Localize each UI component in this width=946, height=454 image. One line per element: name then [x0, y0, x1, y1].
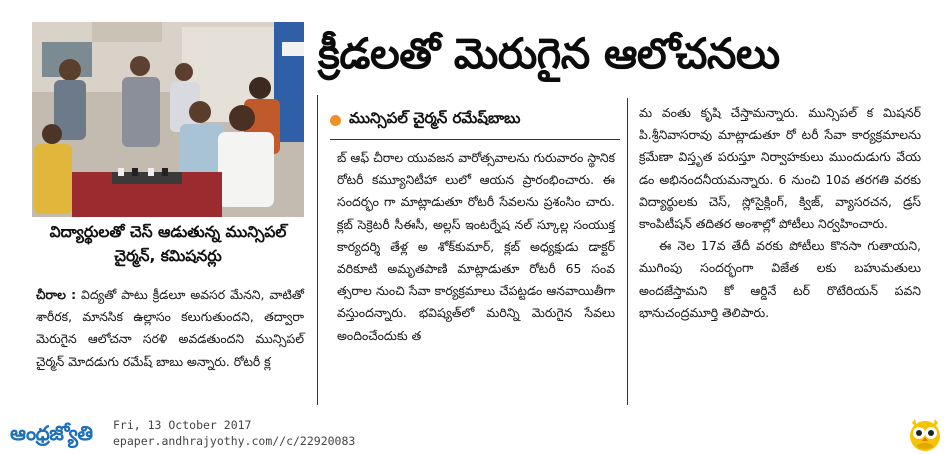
column-divider: [317, 95, 318, 405]
article-photo: [32, 22, 304, 217]
edition-date: Fri, 13 October 2017: [113, 418, 252, 432]
middle-column-text: బ్ ఆఫ్ చీరాల యువజన వారోత్సవాలను గురువారం స్థానిక రోటరీ కమ్యూనిటీహా లులో ఆయన ప్రారంభించారు. ఈ సందర్భం గా మాట్లాడుతూ రోటరీ సేవలను ప్రశంసిం చారు. క్లబ్ సెక్రెటరీ సీఈసీ, అల్లస్ ఇంటర్నేష నల్ స్కూల్ల సంయుక్త కార్యదర్శి తేళ్ల అ శోక్‌కుమార్, క్లబ్ అధ్యక్షుడు డాక్టర్ వరికూటి అమృతపాణి మాట్లాడుతూ రోటరీ 65 సంవ త్సరాల నుంచి సేవా కార్యక్రమాలు చేపట్టడం ఆనవాయితీగా వస్తుందన్నారు. భవిష్యత్‌లో మరిన్ని మెరుగైన సేవలు అందించేందుకు త: [337, 150, 615, 343]
edition-info: [113, 417, 453, 449]
owl-mascot-icon: [906, 414, 944, 452]
subheading: [330, 104, 620, 136]
left-column-text: [36, 284, 304, 404]
footer-bar: [0, 412, 946, 454]
epaper-url[interactable]: epaper.andhrajyothy.com//c/22920083: [113, 434, 356, 448]
right-paragraph-2: ఈ నెల 17వ తేదీ వరకు పోటీలు కొనసా గుతాయని, ముగింపు సందర్భంగా విజేత లకు బహుమతులు అందజేస్తామని కో ఆర్డినే టర్ రొటేరియన్ పవని భానుచంద్రమూర్తి తెలిపారు.: [639, 238, 921, 320]
subheading-text: మున్సిపల్ చైర్మన్ రమేష్‌బాబు: [349, 109, 521, 127]
left-column-body: విద్యతో పాటు క్రీడలూ అవసర మేనని, వాటితో శారీరక, మానసిక ఉల్లాసం కలుగుతుందని, తద్వారా మెరుగైన ఆలోచనా సరళి అవడతుందని మున్సిపల్ చైర్మన్ మోదడుగు రమేష్ బాబు అన్నారు. రోటరీ క్ల: [36, 287, 304, 369]
chess-event-photo: [32, 22, 304, 217]
right-paragraph-1: మ వంతు కృషి చేస్తామన్నారు. మున్సిపల్ క మిషనర్ పి.శ్రీనివాసరావు మాట్లాడుతూ రో టరీ సేవా కార్యక్రమాలను క్రమేణా విస్తృత పరుస్తూ నిర్వాహకులు ముందుడుగు వేయ డం అభినందనీయమన్నారు. 6 నుంచి 10వ తరగతి వరకు విద్యార్థులకు చెస్, స్లోసైక్లింగ్, క్విజ్, వ్యాసరచన, డ్రస్ కాంపిటీషన్ తదితర అంశాల్లో పోటీలు నిర్వహించారు.: [639, 105, 921, 232]
dateline: చీరాల :: [36, 287, 77, 302]
headline: క్రీడలతో మెరుగైన ఆలోచనలు: [318, 29, 780, 78]
right-column-text: [639, 102, 921, 405]
andhrajyothy-logo[interactable]: ఆంధ్రజ్యోతి: [10, 421, 93, 445]
subhead-underline: [330, 139, 620, 140]
column-divider: [627, 98, 628, 405]
photo-caption: విద్యార్థులతో చెస్ ఆడుతున్న మున్సిపల్ చైర్మన్, కమిషనర్లు: [49, 223, 287, 265]
bullet-dot-icon: [330, 115, 341, 126]
